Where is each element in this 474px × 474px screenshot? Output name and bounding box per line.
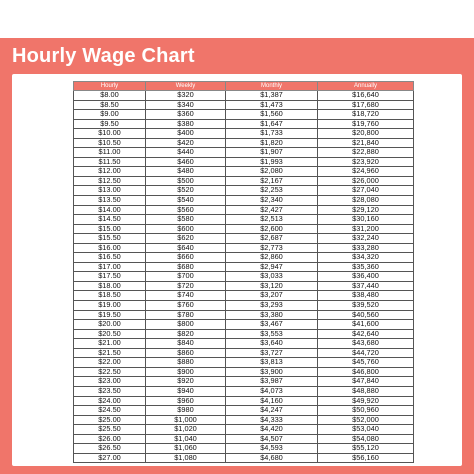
cell-hourly: $13.50 (74, 196, 146, 206)
content-panel (12, 74, 462, 466)
table-row (74, 320, 414, 330)
cell-annually: $33,280 (318, 243, 414, 253)
cell-monthly: $2,947 (226, 262, 318, 272)
cell-annually: $34,320 (318, 253, 414, 263)
cell-monthly: $3,727 (226, 348, 318, 358)
table-row (74, 110, 414, 120)
cell-annually: $47,840 (318, 377, 414, 387)
page-title: Hourly Wage Chart (12, 44, 195, 67)
cell-weekly: $1,040 (146, 434, 226, 444)
table-row (74, 234, 414, 244)
table-row (74, 291, 414, 301)
cell-annually: $27,040 (318, 186, 414, 196)
cell-weekly: $980 (146, 406, 226, 416)
header-annually: Annually (318, 82, 414, 91)
cell-annually: $44,720 (318, 348, 414, 358)
cell-weekly: $600 (146, 224, 226, 234)
cell-monthly: $2,513 (226, 215, 318, 225)
table-body (74, 91, 414, 463)
cell-monthly: $3,900 (226, 367, 318, 377)
cell-weekly: $920 (146, 377, 226, 387)
table-row (74, 91, 414, 101)
cell-annually: $40,560 (318, 310, 414, 320)
table-row (74, 377, 414, 387)
table-row (74, 205, 414, 215)
cell-annually: $36,400 (318, 272, 414, 282)
cell-monthly: $3,120 (226, 281, 318, 291)
table-row (74, 434, 414, 444)
table-row (74, 358, 414, 368)
cell-hourly: $8.50 (74, 100, 146, 110)
cell-annually: $42,640 (318, 329, 414, 339)
cell-weekly: $580 (146, 215, 226, 225)
table-row (74, 386, 414, 396)
table-row (74, 396, 414, 406)
cell-hourly: $26.00 (74, 434, 146, 444)
cell-monthly: $4,593 (226, 444, 318, 454)
table-row (74, 129, 414, 139)
cell-hourly: $25.00 (74, 415, 146, 425)
cell-weekly: $840 (146, 339, 226, 349)
cell-hourly: $12.00 (74, 167, 146, 177)
cell-hourly: $11.00 (74, 148, 146, 158)
cell-monthly: $1,733 (226, 129, 318, 139)
cell-weekly: $1,080 (146, 453, 226, 463)
cell-annually: $17,680 (318, 100, 414, 110)
cell-annually: $45,760 (318, 358, 414, 368)
cell-weekly: $520 (146, 186, 226, 196)
cell-monthly: $2,427 (226, 205, 318, 215)
table-row (74, 243, 414, 253)
cell-monthly: $2,773 (226, 243, 318, 253)
cell-monthly: $2,340 (226, 196, 318, 206)
cell-weekly: $900 (146, 367, 226, 377)
cell-hourly: $26.50 (74, 444, 146, 454)
cell-hourly: $15.50 (74, 234, 146, 244)
header-hourly: Hourly (74, 82, 146, 91)
cell-hourly: $14.50 (74, 215, 146, 225)
cell-weekly: $800 (146, 320, 226, 330)
cell-weekly: $940 (146, 386, 226, 396)
table-row (74, 196, 414, 206)
cell-annually: $38,480 (318, 291, 414, 301)
cell-annually: $54,080 (318, 434, 414, 444)
table-row (74, 148, 414, 158)
cell-annually: $29,120 (318, 205, 414, 215)
table-row (74, 329, 414, 339)
cell-annually: $26,000 (318, 176, 414, 186)
table-row (74, 176, 414, 186)
cell-weekly: $960 (146, 396, 226, 406)
cell-weekly: $480 (146, 167, 226, 177)
table-header-row (74, 82, 414, 91)
cell-monthly: $4,507 (226, 434, 318, 444)
cell-annually: $39,520 (318, 301, 414, 311)
cell-hourly: $25.50 (74, 425, 146, 435)
cell-hourly: $9.50 (74, 119, 146, 129)
cell-weekly: $540 (146, 196, 226, 206)
cell-annually: $53,040 (318, 425, 414, 435)
cell-monthly: $2,253 (226, 186, 318, 196)
cell-annually: $43,680 (318, 339, 414, 349)
cell-hourly: $19.00 (74, 301, 146, 311)
cell-hourly: $18.00 (74, 281, 146, 291)
cell-weekly: $880 (146, 358, 226, 368)
table-row (74, 119, 414, 129)
table-row (74, 253, 414, 263)
cell-monthly: $4,420 (226, 425, 318, 435)
cell-weekly: $560 (146, 205, 226, 215)
cell-weekly: $740 (146, 291, 226, 301)
cell-weekly: $660 (146, 253, 226, 263)
cell-hourly: $21.00 (74, 339, 146, 349)
table-row (74, 100, 414, 110)
cell-hourly: $24.50 (74, 406, 146, 416)
cell-weekly: $420 (146, 138, 226, 148)
cell-hourly: $13.00 (74, 186, 146, 196)
cell-hourly: $21.50 (74, 348, 146, 358)
cell-hourly: $16.50 (74, 253, 146, 263)
table-row (74, 453, 414, 463)
cell-monthly: $2,167 (226, 176, 318, 186)
cell-monthly: $1,820 (226, 138, 318, 148)
table-row (74, 272, 414, 282)
cell-annually: $55,120 (318, 444, 414, 454)
table-row (74, 406, 414, 416)
cell-annually: $30,160 (318, 215, 414, 225)
cell-annually: $21,840 (318, 138, 414, 148)
cell-annually: $16,640 (318, 91, 414, 101)
cell-monthly: $4,680 (226, 453, 318, 463)
cell-monthly: $4,073 (226, 386, 318, 396)
cell-annually: $35,360 (318, 262, 414, 272)
cell-annually: $31,200 (318, 224, 414, 234)
cell-annually: $32,240 (318, 234, 414, 244)
cell-hourly: $20.00 (74, 320, 146, 330)
cell-annually: $18,720 (318, 110, 414, 120)
cell-monthly: $2,860 (226, 253, 318, 263)
cell-monthly: $2,080 (226, 167, 318, 177)
cell-hourly: $20.50 (74, 329, 146, 339)
table-row (74, 281, 414, 291)
cell-annually: $48,880 (318, 386, 414, 396)
cell-weekly: $320 (146, 91, 226, 101)
cell-weekly: $1,060 (146, 444, 226, 454)
cell-annually: $41,600 (318, 320, 414, 330)
cell-weekly: $780 (146, 310, 226, 320)
cell-hourly: $19.50 (74, 310, 146, 320)
cell-weekly: $400 (146, 129, 226, 139)
cell-weekly: $1,000 (146, 415, 226, 425)
cell-monthly: $3,207 (226, 291, 318, 301)
cell-weekly: $360 (146, 110, 226, 120)
cell-hourly: $10.50 (74, 138, 146, 148)
cell-annually: $50,960 (318, 406, 414, 416)
wage-table (73, 81, 414, 463)
table-row (74, 301, 414, 311)
table-row (74, 310, 414, 320)
cell-hourly: $12.50 (74, 176, 146, 186)
cell-annually: $28,080 (318, 196, 414, 206)
cell-hourly: $18.50 (74, 291, 146, 301)
cell-hourly: $15.00 (74, 224, 146, 234)
cell-hourly: $16.00 (74, 243, 146, 253)
cell-monthly: $2,687 (226, 234, 318, 244)
cell-annually: $56,160 (318, 453, 414, 463)
cell-weekly: $860 (146, 348, 226, 358)
cell-weekly: $460 (146, 157, 226, 167)
cell-weekly: $340 (146, 100, 226, 110)
cell-monthly: $1,907 (226, 148, 318, 158)
table-row (74, 186, 414, 196)
cell-annually: $37,440 (318, 281, 414, 291)
cell-weekly: $760 (146, 301, 226, 311)
cell-weekly: $720 (146, 281, 226, 291)
cell-annually: $20,800 (318, 129, 414, 139)
cell-monthly: $4,333 (226, 415, 318, 425)
cell-annually: $49,920 (318, 396, 414, 406)
cell-hourly: $8.00 (74, 91, 146, 101)
cell-annually: $46,800 (318, 367, 414, 377)
cell-hourly: $14.00 (74, 205, 146, 215)
cell-weekly: $640 (146, 243, 226, 253)
table-row (74, 425, 414, 435)
cell-monthly: $1,560 (226, 110, 318, 120)
header-weekly: Weekly (146, 82, 226, 91)
cell-weekly: $380 (146, 119, 226, 129)
top-white-strip (0, 0, 474, 38)
cell-annually: $22,880 (318, 148, 414, 158)
cell-monthly: $3,987 (226, 377, 318, 387)
table-row (74, 262, 414, 272)
cell-monthly: $3,813 (226, 358, 318, 368)
cell-hourly: $22.00 (74, 358, 146, 368)
cell-hourly: $24.00 (74, 396, 146, 406)
table-row (74, 367, 414, 377)
cell-annually: $24,960 (318, 167, 414, 177)
cell-hourly: $11.50 (74, 157, 146, 167)
cell-weekly: $700 (146, 272, 226, 282)
table-row (74, 224, 414, 234)
cell-monthly: $4,247 (226, 406, 318, 416)
table-row (74, 157, 414, 167)
cell-hourly: $22.50 (74, 367, 146, 377)
cell-monthly: $2,600 (226, 224, 318, 234)
cell-weekly: $440 (146, 148, 226, 158)
cell-weekly: $500 (146, 176, 226, 186)
table-row (74, 138, 414, 148)
table-row (74, 215, 414, 225)
cell-weekly: $820 (146, 329, 226, 339)
cell-hourly: $17.00 (74, 262, 146, 272)
cell-hourly: $10.00 (74, 129, 146, 139)
cell-hourly: $23.50 (74, 386, 146, 396)
table-row (74, 348, 414, 358)
cell-weekly: $1,020 (146, 425, 226, 435)
table-row (74, 444, 414, 454)
header-monthly: Monthly (226, 82, 318, 91)
cell-hourly: $17.50 (74, 272, 146, 282)
cell-monthly: $3,380 (226, 310, 318, 320)
cell-monthly: $4,160 (226, 396, 318, 406)
table-row (74, 167, 414, 177)
cell-monthly: $1,387 (226, 91, 318, 101)
cell-monthly: $1,473 (226, 100, 318, 110)
cell-hourly: $23.00 (74, 377, 146, 387)
cell-weekly: $680 (146, 262, 226, 272)
cell-monthly: $3,553 (226, 329, 318, 339)
cell-monthly: $1,647 (226, 119, 318, 129)
table-row (74, 415, 414, 425)
cell-annually: $19,760 (318, 119, 414, 129)
cell-annually: $52,000 (318, 415, 414, 425)
cell-annually: $23,920 (318, 157, 414, 167)
cell-monthly: $3,640 (226, 339, 318, 349)
cell-hourly: $9.00 (74, 110, 146, 120)
cell-monthly: $3,293 (226, 301, 318, 311)
cell-monthly: $3,033 (226, 272, 318, 282)
cell-hourly: $27.00 (74, 453, 146, 463)
title-bar (0, 38, 474, 74)
table-row (74, 339, 414, 349)
cell-weekly: $620 (146, 234, 226, 244)
cell-monthly: $1,993 (226, 157, 318, 167)
cell-monthly: $3,467 (226, 320, 318, 330)
